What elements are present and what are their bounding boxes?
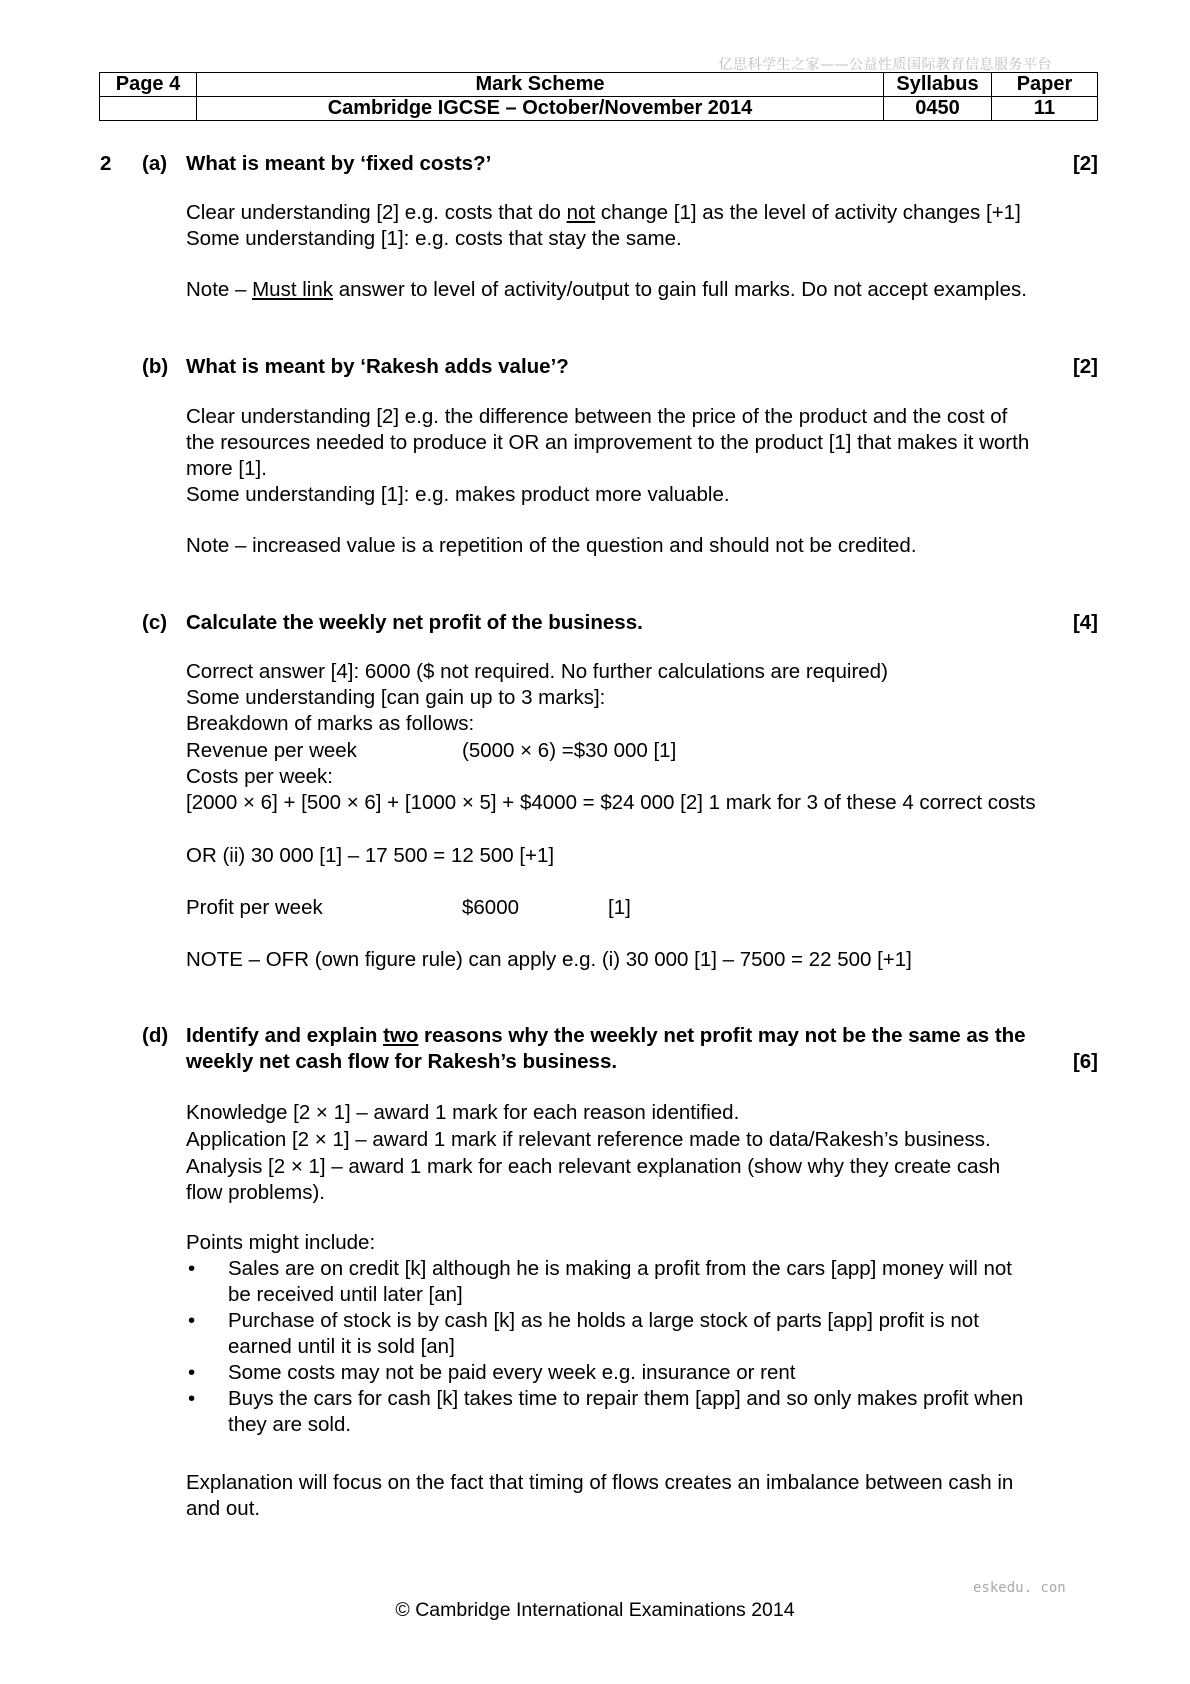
part-d-marks: [6]	[1072, 1050, 1098, 1073]
part-d-question-line-1: Identify and explain two reasons why the weekly net profit may not be the same as the	[186, 1024, 1026, 1047]
syllabus-code: 0450	[884, 97, 992, 121]
knowledge-line: Knowledge [2 × 1] – award 1 mark for each reason identified.	[186, 1101, 740, 1124]
part-a-note: Note – Must link answer to level of activity/output to gain full marks. Do not accept examples.	[186, 278, 1027, 301]
doc-subtitle: Cambridge IGCSE – October/November 2014	[197, 97, 884, 121]
list-item: • Sales are on credit [k] although he is making a profit from the cars [app] money will not be received until later [an]	[186, 1256, 1098, 1308]
part-d-question-line-2: weekly net cash flow for Rakesh’s business.	[186, 1050, 618, 1073]
paper-label: Paper	[992, 73, 1098, 97]
part-b-note: Note – increased value is a repetition of the question and should not be credited.	[186, 534, 917, 557]
part-b-question: What is meant by ‘Rakesh adds value’?	[186, 355, 569, 378]
watermark-top: 亿思科学生之家——公益性质国际教育信息服务平台	[718, 57, 1052, 73]
list-item: • Buys the cars for cash [k] takes time to repair them [app] and so only makes profit when they are sold.	[186, 1386, 1098, 1438]
syllabus-label: Syllabus	[884, 73, 992, 97]
costs-line: [2000 × 6] + [500 × 6] + [1000 × 5] + $4000 = $24 000 [2] 1 mark for 3 of these 4 correct costs	[186, 791, 1036, 814]
part-a-question: What is meant by ‘fixed costs?’	[186, 152, 492, 175]
question-number: 2	[100, 152, 112, 175]
list-item: • Purchase of stock is by cash [k] as he holds a large stock of parts [app] profit is not earned until it is sold [an]	[186, 1308, 1098, 1360]
explanation-line-1: Explanation will focus on the fact that timing of flows creates an imbalance between cash in	[186, 1471, 1014, 1494]
part-d-letter: (d)	[142, 1024, 169, 1047]
part-c-marks: [4]	[1072, 611, 1098, 634]
part-c-line-1: Correct answer [4]: 6000 ($ not required. No further calculations are required)	[186, 660, 888, 683]
points-list	[186, 1256, 1098, 1438]
part-a-line-1: Clear understanding [2] e.g. costs that do not change [1] as the level of activity changes [+1]	[186, 201, 1021, 224]
doc-title: Mark Scheme	[197, 73, 884, 97]
profit-value: $6000	[462, 896, 520, 919]
profit-mark: [1]	[608, 896, 631, 919]
part-a-marks: [2]	[1072, 152, 1098, 175]
analysis-line-1: Analysis [2 × 1] – award 1 mark for each relevant explanation (show why they create cash	[186, 1155, 1001, 1178]
part-b-marks: [2]	[1072, 355, 1098, 378]
part-c-line-3: Breakdown of marks as follows:	[186, 712, 475, 735]
part-b-line-3: more [1].	[186, 457, 267, 480]
or-line: OR (ii) 30 000 [1] – 17 500 = 12 500 [+1]	[186, 844, 555, 867]
part-b-line-4: Some understanding [1]: e.g. makes product more valuable.	[186, 483, 730, 506]
page-label: Page 4	[100, 73, 197, 97]
header-table	[99, 72, 1098, 121]
part-b-line-2: the resources needed to produce it OR an improvement to the product [1] that makes it worth	[186, 431, 1030, 454]
part-b-letter: (b)	[142, 355, 169, 378]
part-c-letter: (c)	[142, 611, 168, 634]
revenue-value: (5000 × 6) =$30 000 [1]	[462, 739, 677, 762]
revenue-label: Revenue per week	[186, 739, 357, 762]
header-empty-cell	[100, 97, 197, 121]
part-a-letter: (a)	[142, 152, 168, 175]
watermark-bottom: eskedu. con	[973, 1580, 1066, 1596]
costs-label: Costs per week:	[186, 765, 333, 788]
part-b-line-1: Clear understanding [2] e.g. the difference between the price of the product and the cost of	[186, 405, 1008, 428]
copyright-footer: © Cambridge International Examinations 2014	[395, 1599, 795, 1621]
application-line: Application [2 × 1] – award 1 mark if relevant reference made to data/Rakesh’s business.	[186, 1128, 991, 1151]
list-item: • Some costs may not be paid every week e.g. insurance or rent	[186, 1360, 1098, 1386]
part-c-note: NOTE – OFR (own figure rule) can apply e.g. (i) 30 000 [1] – 7500 = 22 500 [+1]	[186, 948, 912, 971]
paper-number: 11	[992, 97, 1098, 121]
profit-label: Profit per week	[186, 896, 323, 919]
analysis-line-2: flow problems).	[186, 1181, 325, 1204]
part-a-line-2: Some understanding [1]: e.g. costs that stay the same.	[186, 227, 682, 250]
explanation-line-2: and out.	[186, 1497, 261, 1520]
part-c-question: Calculate the weekly net profit of the business.	[186, 611, 643, 634]
points-intro: Points might include:	[186, 1231, 376, 1254]
part-c-line-2: Some understanding [can gain up to 3 marks]:	[186, 686, 606, 709]
